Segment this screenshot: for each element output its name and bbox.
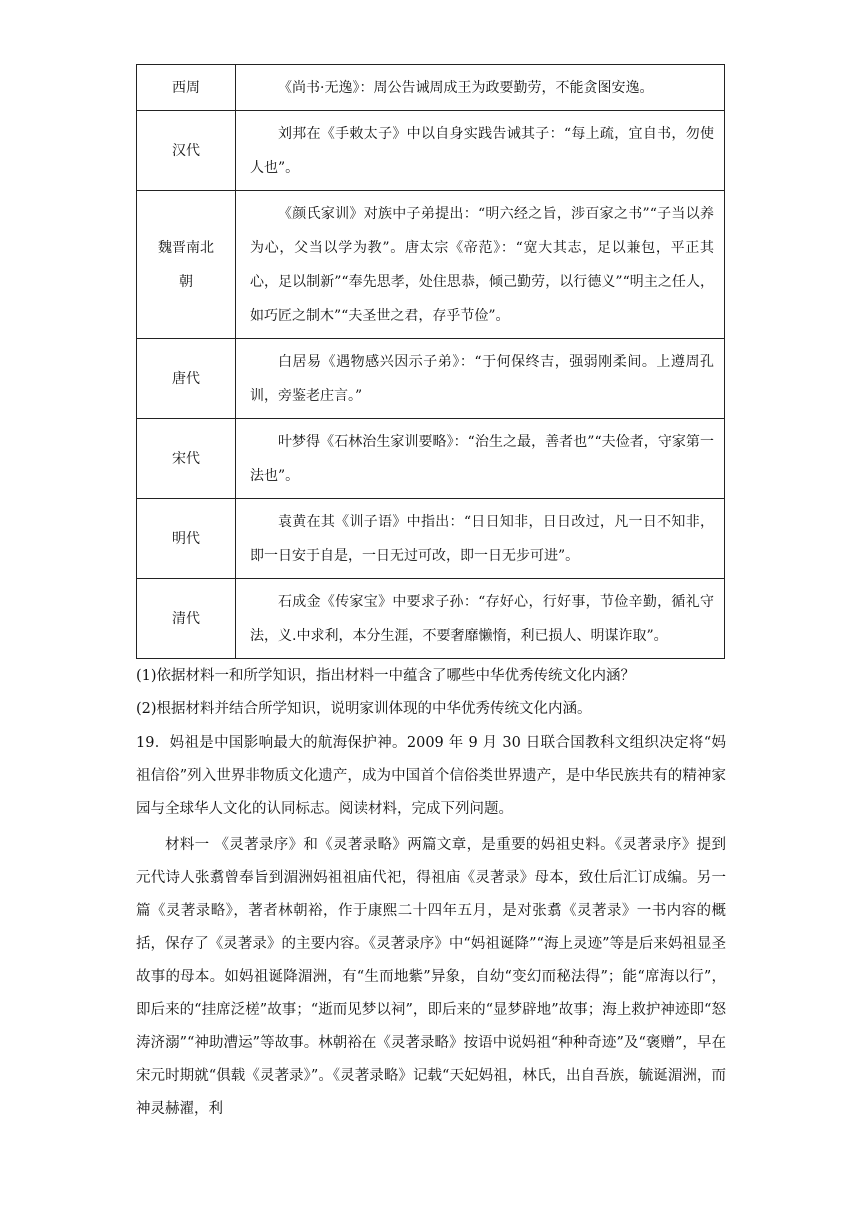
text-cell: 《颜氏家训》对族中子弟提出：“明六经之旨，涉百家之书”“子当以养为心，父当以学为教”。唐太宗《帝范》：“宽大其志，足以兼包，平正其心，足以制新”“奉先思孝，处住思恭，倾己勤劳，以行德义”“明主之任人，如巧匠之制木”“夫圣世之君，存乎节俭”。 xyxy=(236,191,725,339)
era-cell: 汉代 xyxy=(137,111,236,191)
era-cell: 唐代 xyxy=(137,339,236,419)
era-cell xyxy=(137,191,236,339)
text-cell: 袁黄在其《训子语》中指出：“日日知非，日日改过，凡一日不知非，即一日安于自是，一日无过可改，即一日无步可进”。 xyxy=(236,499,725,579)
question-1: (1)依据材料一和所学知识，指出材料一中蕴含了哪些中华优秀传统文化内涵？ xyxy=(136,668,636,684)
table-row xyxy=(137,499,725,579)
table-row xyxy=(137,111,725,191)
question-2: (2)根据材料并结合所学知识，说明家训体现的中华优秀传统文化内涵。 xyxy=(136,701,592,717)
text-cell: 石成金《传家宝》中要求子孙：“存好心，行好事，节俭辛勤，循礼守法，义.中求利，本分生涯，不要奢靡懒惰，利已损人、明谋诈取”。 xyxy=(236,579,725,659)
table-row xyxy=(137,419,725,499)
question-19-intro: 19．妈祖是中国影响最大的航海保护神。2009 年 9 月 30 日联合国教科文组织决定将“妈祖信俗”列入世界非物质文化遗产，成为中国首个信俗类世界遗产，是中华民族共有的精神家园与全球华人文化的认同标志。阅读材料，完成下列问题。 xyxy=(136,735,726,817)
era-cell: 宋代 xyxy=(137,419,236,499)
era-cell: 清代 xyxy=(137,579,236,659)
text-cell: 叶梦得《石林治生家训要略》：“治生之最，善者也”“夫俭者，守家第一法也”。 xyxy=(236,419,725,499)
text-cell: 《尚书·无逸》：周公告诫周成王为政要勤劳，不能贪图安逸。 xyxy=(236,65,725,111)
era-label: 魏晋南北朝 xyxy=(158,239,214,290)
text-cell: 刘邦在《手敕太子》中以自身实践告诫其子：“每上疏，宜自书，勿使人也”。 xyxy=(236,111,725,191)
material-one: 材料一 《灵著录序》和《灵著录略》两篇文章，是重要的妈祖史料。《灵著录序》提到元代诗人张翥曾奉旨到湄洲妈祖祖庙代祀，得祖庙《灵著录》母本，致仕后汇订成编。另一篇《灵著录略》，著者林朝裕，作于康熙二十四年五月，是对张翥《灵著录》一书内容的概括，保存了《灵著录》的主要内容。《灵著录序》中“妈祖诞降”“海上灵迹”等是后来妈祖显圣故事的母本。如妈祖诞降湄洲，有“生而地紫”异象，自幼“变幻而秘法得”；能“席海以行”，即后来的“挂席泛槎”故事；“逝而见梦以祠”，即后来的“显梦辟地”故事；海上救护神迹即“怒涛济溺”“神助漕运”等故事。林朝裕在《灵著录略》按语中说妈祖“种种奇迹”及“褒赠”，早在宋元时期就“俱载《灵著录》”。《灵著录略》记载“天妃妈祖，林氏，出自吾族，毓诞湄洲，而神灵赫濯，利 xyxy=(136,837,726,1117)
text-cell: 白居易《遇物感兴因示子弟》：“于何保终吉，强弱刚柔间。上遵周孔训，旁鉴老庄言。” xyxy=(236,339,725,419)
table-row xyxy=(137,65,725,111)
era-cell: 西周 xyxy=(137,65,236,111)
family-instructions-table xyxy=(136,64,725,659)
table-row xyxy=(137,579,725,659)
era-cell: 明代 xyxy=(137,499,236,579)
table-row xyxy=(137,191,725,339)
table-row xyxy=(137,339,725,419)
